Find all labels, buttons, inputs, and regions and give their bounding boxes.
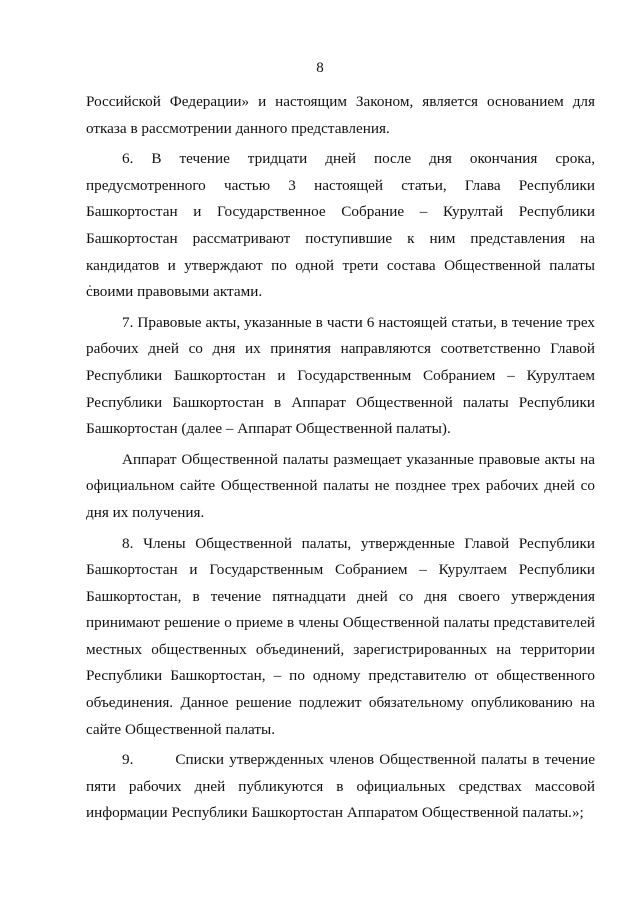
paragraph-continuation: Российской Федерации» и настоящим Законом, является основанием для отказа в рассмотрении данного представления. — [86, 93, 595, 137]
paragraph-item-7: 7. Правовые акты, указанные в части 6 настоящей статьи, в течение трех рабочих дней со дня их принятия направляются соответственно Главой Республики Башкортостан и Государственным Собранием – Курултаем Республики Башкортостан в Аппарат Общественной палаты Республики Башкортостан (далее – Аппарат Общественной палаты). — [86, 313, 595, 438]
paragraph-item-8: 8. Члены Общественной палаты, утвержденные Главой Республики Башкортостан и Государственным Собранием – Курултаем Республики Башкортостан, в течение пятнадцати дней со дня своего утверждения принимают решение о приеме в члены Общественной палаты представителей местных общественных объединений, зарегистрированных на территории Республики Башкортостан, – по одному представителю от общественного объединения. Данное решение подлежит обязательному опубликованию на сайте Общественной палаты. — [86, 534, 599, 738]
paragraph-item-6: 6. В течение тридцати дней после дня окончания срока, предусмотренного частью 3 настоящей статьи, Глава Республики Башкортостан и Государственное Собрание – Курултай Республики Башкортостан рассматривают поступившие к ним представления на кандидатов и утверждают по одной трети состава Общественной палаты своими правовыми актами. — [86, 150, 595, 301]
document-body — [86, 89, 599, 827]
paragraph-item-9: 9. Списки утвержденных членов Общественной палаты в течение пяти рабочих дней публикуются в официальных средствах массовой информации Республики Башкортостан Аппаратом Общественной палаты.»; — [86, 751, 599, 822]
page-number: 8 — [316, 60, 324, 76]
paragraph-item-7-continued: Аппарат Общественной палаты размещает указанные правовые акты на официальном сайте Общественной палаты не позднее трех рабочих дней со дня их получения. — [86, 450, 595, 521]
